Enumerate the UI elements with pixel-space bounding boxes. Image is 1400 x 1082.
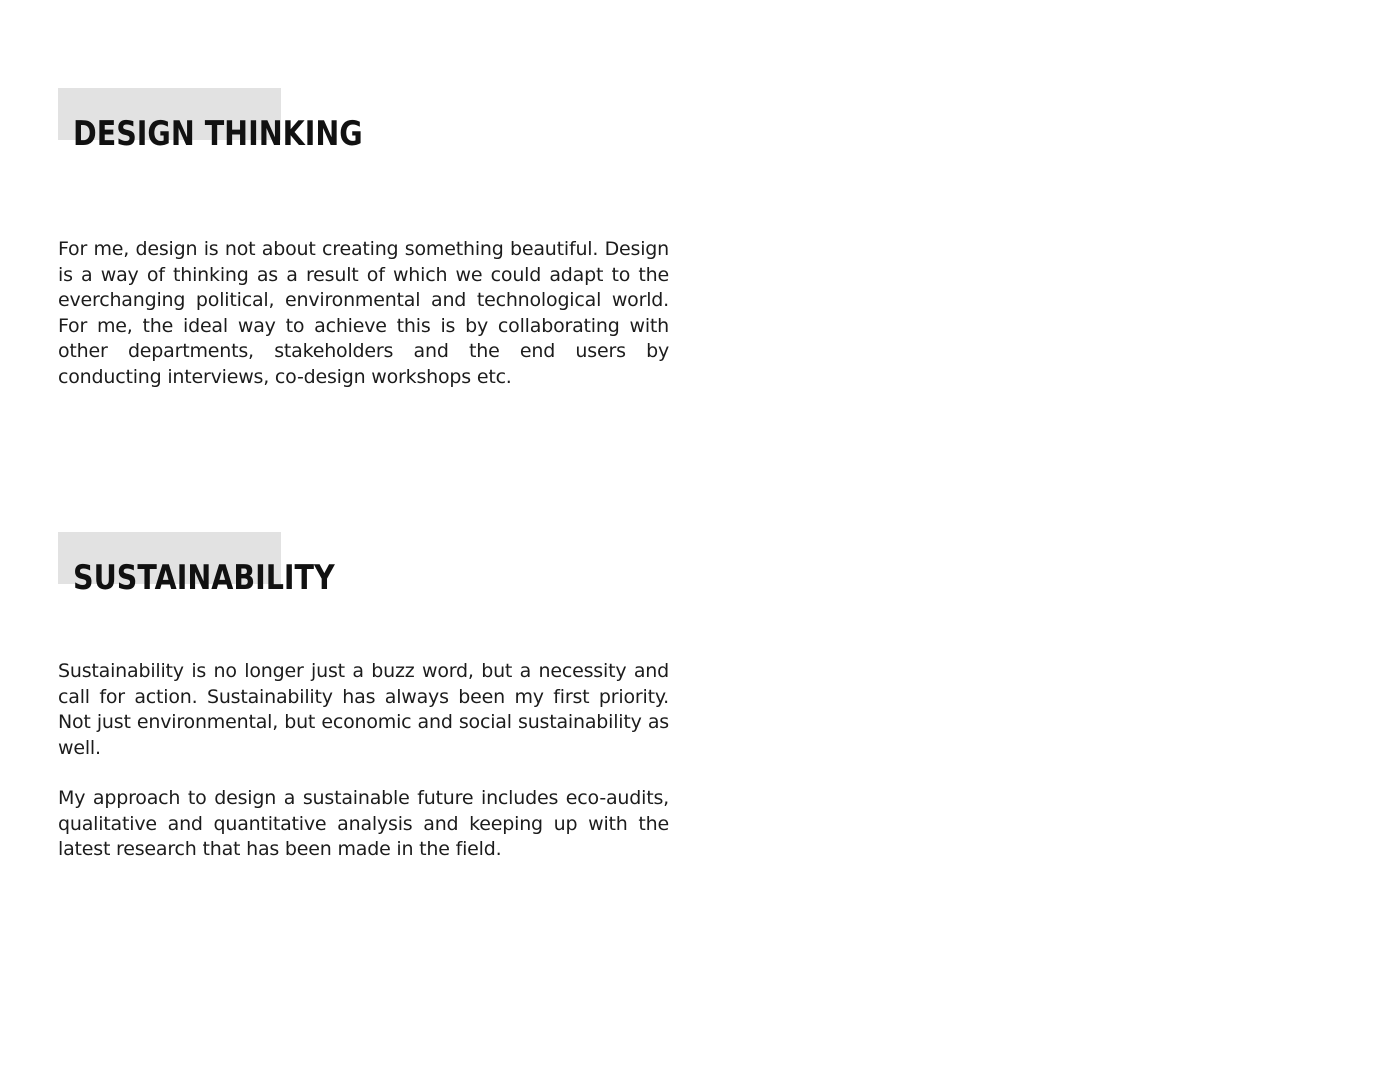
design-thinking-heading-wrap [58, 88, 669, 168]
design-thinking-paragraph: For me, design is not about creating something beautiful. Design is a way of thinking as a result of which we could adapt to the everchanging political, environmental and technological world. For me, the ideal way to achieve this is by collaborating with other departments, stakeholders and the end users by conducting interviews, co-design workshops etc. [58, 238, 669, 388]
sustainability-paragraph-1: Sustainability is no longer just a buzz word, but a necessity and call for action. Sustainability has always been my first priority. Not just environmental, but economic and social sustainability as well. [58, 660, 669, 759]
design-thinking-heading: DESIGN THINKING [73, 114, 363, 154]
sustainability-section [58, 532, 669, 863]
sustainability-paragraph-2: My approach to design a sustainable future includes eco-audits, qualitative and quantitative analysis and keeping up with the latest research that has been made in the field. [58, 787, 669, 860]
sustainability-heading: SUSTAINABILITY [73, 558, 335, 598]
design-thinking-section [58, 88, 669, 390]
sustainability-heading-wrap [58, 532, 669, 612]
